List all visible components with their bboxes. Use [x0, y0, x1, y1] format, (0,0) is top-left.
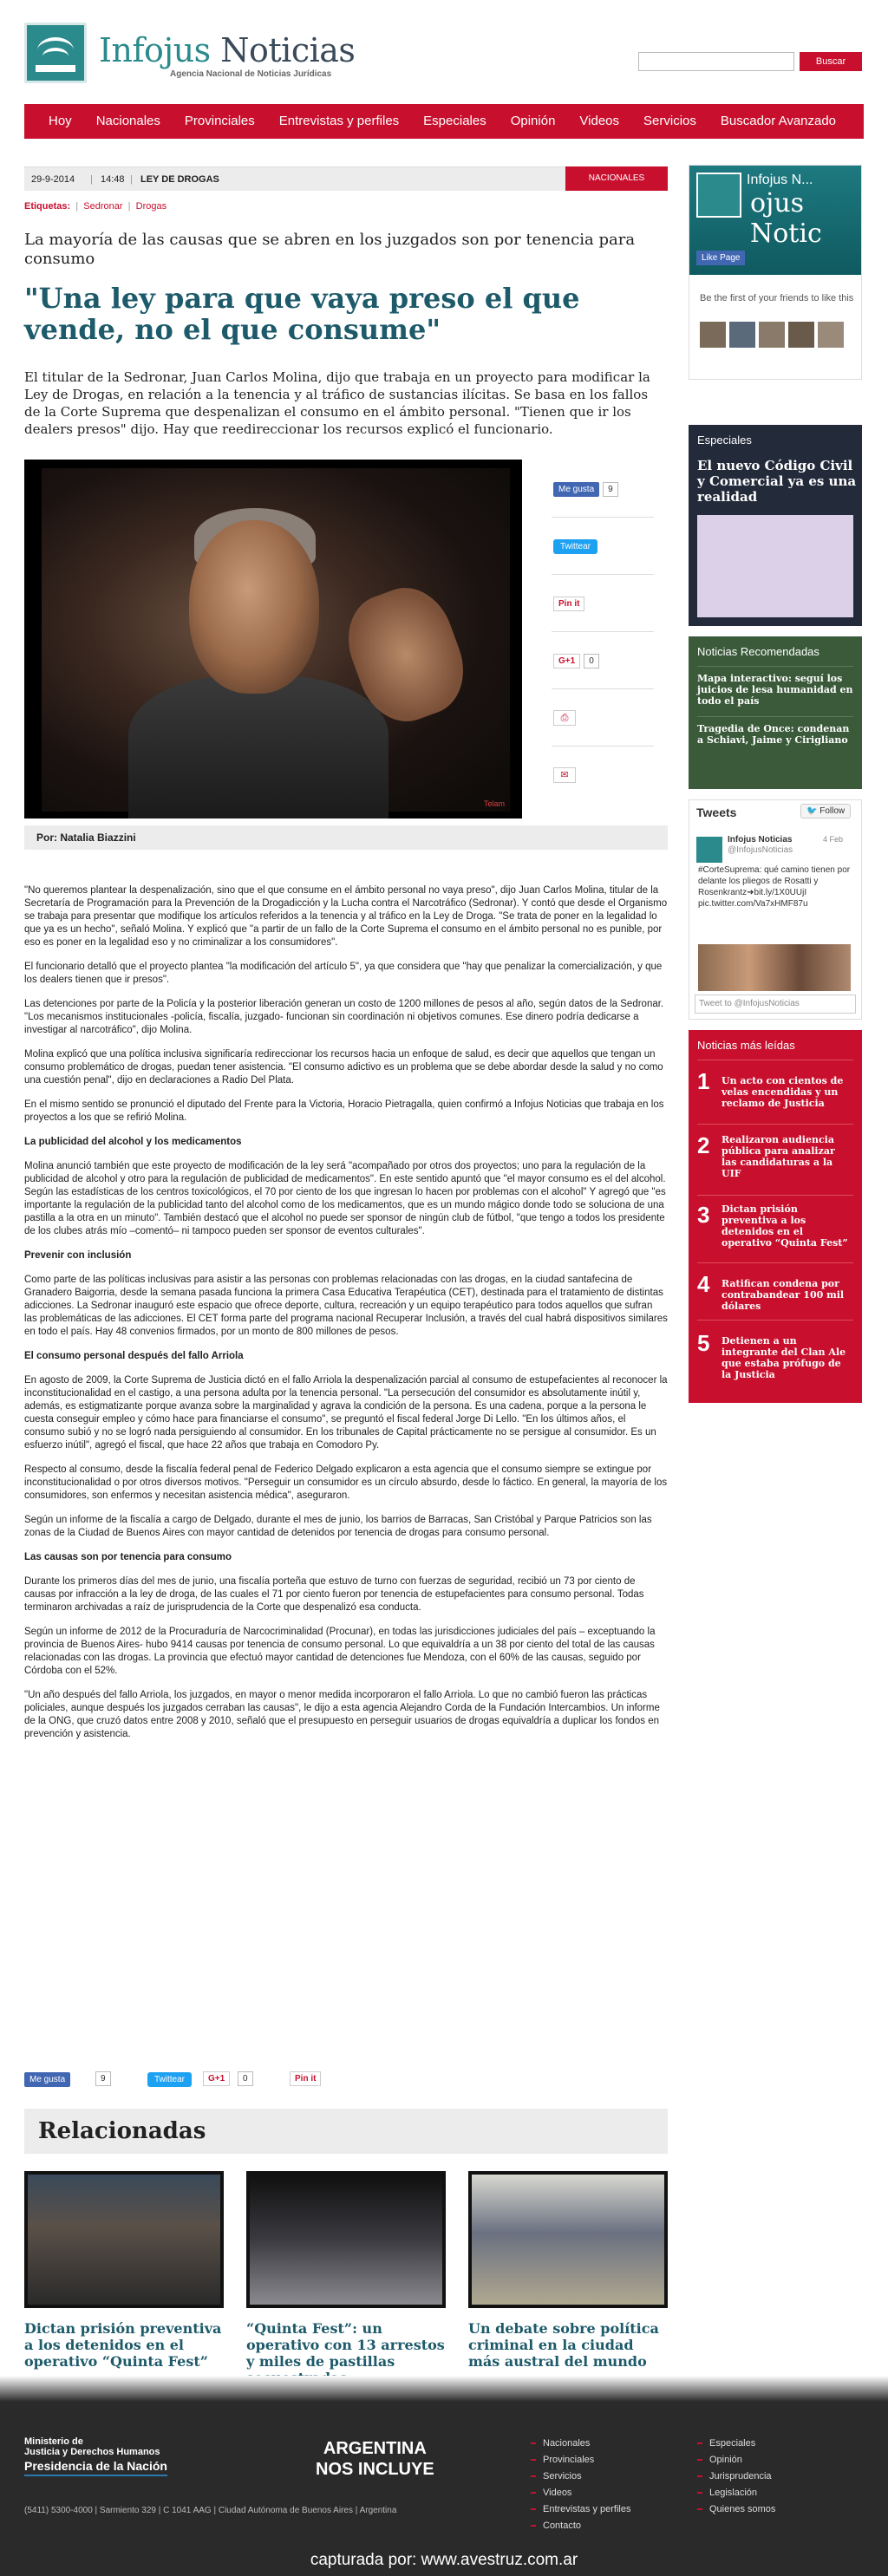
tag-link[interactable]: Drogas: [135, 201, 167, 212]
body-paragraph: El funcionario detalló que el proyecto plantea "la modificación del artículo 5", ya que considera que "hay que penalizar la comercialización, y que los dealers tienen que ir presos".: [24, 962, 663, 985]
separator: |: [90, 174, 93, 185]
body-paragraph: "Un año después del fallo Arriola, los juzgados, en mayor o menor medida incorporaron el fallo Arriola. Lo que no cambió fueron las prácticas policiales, aunque después los juzgados cerraban las causas", le dijo a esta agencia Alejandro Corda de la Fundación Intercambios. Un informe de la ONG, que cruzó datos entre 2008 y 2010, señaló que el presupuesto en perseguir usuarios de drogas equivaldría a duplicar los fondos en prevención y asistencia.: [24, 1690, 660, 1739]
article-section-tag: LEY DE DROGAS: [140, 174, 219, 185]
tweet-author-handle[interactable]: @InfojusNoticias: [728, 845, 793, 855]
mas-leida-item[interactable]: Realizaron audiencia pública para analizar las candidaturas a la UIF: [722, 1134, 835, 1179]
mas-leidas-title: Noticias más leídas: [697, 1039, 795, 1052]
fb-count: 9: [603, 482, 618, 497]
tweet-avatar[interactable]: [696, 837, 722, 863]
recomendada-item[interactable]: Tragedia de Once: condenan a Schiavi, Jaime y Cirigliano: [697, 723, 850, 746]
rank-number: 5: [697, 1330, 710, 1356]
footer-link[interactable]: Contacto: [543, 2521, 582, 2531]
tweet-to-input[interactable]: Tweet to @InfojusNoticias: [695, 995, 856, 1014]
footer-link[interactable]: Provinciales: [543, 2455, 595, 2465]
email-share: [553, 766, 654, 783]
nav-item-videos[interactable]: Videos: [579, 114, 620, 128]
site-name-a: Infojus: [99, 31, 221, 69]
separator: |: [125, 201, 136, 212]
article-kicker: La mayoría de las causas que se abren en los juzgados son por tenencia para consumo: [24, 231, 636, 268]
rank-number: 3: [697, 1202, 710, 1228]
article-headline: "Una ley para que vaya preso el que vende, no el que consume": [24, 282, 580, 346]
especiales-title: Especiales: [697, 434, 752, 447]
mas-leida-item[interactable]: Ratifican condena por contrabandear 100 mil dólares: [722, 1278, 845, 1312]
mas-leida-item[interactable]: Detienen a un integrante del Clan Ale que estaba prófugo de la Justicia: [722, 1335, 846, 1380]
site-name[interactable]: [99, 31, 355, 69]
related-item[interactable]: [24, 2171, 224, 2370]
fb-friend-avatar[interactable]: [729, 322, 755, 348]
argentina-line: ARGENTINA: [323, 2439, 427, 2458]
separator: |: [73, 201, 84, 212]
body-paragraph: En el mismo sentido se pronunció el diputado del Frente para la Victoria, Horacio Pietragalla, quien confirmó a Infojus Noticias que trabaja en los proyectos a los que se refirió Molina.: [24, 1099, 664, 1123]
article-lead: El titular de la Sedronar, Juan Carlos Molina, dijo que trabaja en un proyecto para modificar la Ley de Drogas, en relación a la tenencia y al tráfico de sustancias ilícitas. Se basa en los fallos de la Corte Suprema que despenalizan el consumo en el ámbito personal. "Tienen que ir los dealers presos" dijo. Hay que reedireccionar los recursos explicó el funcionario.: [24, 369, 650, 437]
article-date: 29-9-2014: [31, 174, 75, 185]
category-badge[interactable]: NACIONALES: [565, 166, 668, 191]
site-logo-icon[interactable]: [24, 23, 87, 83]
fb-page-avatar[interactable]: [696, 173, 741, 218]
tag-link[interactable]: Sedronar: [83, 201, 123, 212]
body-paragraph: Según un informe de 2012 de la Procuraduría de Narcocriminalidad (Procunar), en todas las jurisdicciones judiciales del país – exceptuando la provincia de Buenos Aires- hubo 9414 causas por tenencia de consumo personal. Lo que equivaldría a un 38 por ciento del total de las causas relacionadas con las drogas. La provincia que efectuó mayor cantidad de detenciones fue Mendoza, con el 60% de las causas, seguido por Córdoba con el 52%.: [24, 1627, 656, 1676]
fb-cover[interactable]: [689, 166, 861, 275]
footer-ministerio[interactable]: [24, 2436, 160, 2457]
capture-credit: capturada por: www.avestruz.com.ar: [310, 2551, 578, 2569]
email-icon[interactable]: ✉: [553, 767, 576, 783]
rank-number: 2: [697, 1132, 710, 1158]
gplus-button[interactable]: G+1: [553, 654, 580, 668]
ministerio-line: Ministerio de: [24, 2436, 83, 2447]
footer-link[interactable]: Videos: [543, 2488, 572, 2498]
photo-credit: Telam: [484, 799, 506, 808]
related-caption[interactable]: Un debate sobre política criminal en la ciudad más austral del mundo: [468, 2320, 659, 2370]
related-title: Relacionadas: [24, 2109, 668, 2154]
body-paragraph: Como parte de las políticas inclusivas para asistir a las personas con problemas relacionadas con las drogas, en la ciudad santafecina de Granadero Baigorria, desde la semana pasada funciona la primera Casa Educativa Terapéutica (CET), destinada para el tratamiento de distintas adicciones. La Sedronar inauguró este espacio que ofrece deporte, cultura, recreación y un equipo terapéutico para todos aquellos que sufran las problemáticas de las adicciones. El CET forma parte del programa nacional Recuperar Inclusión, a través del cual habrá dispositivos similares en todo el país. Hay 48 convenios firmados, por un monto de 800 millones de pesos.: [24, 1275, 668, 1337]
bottom-share-bar: [24, 2069, 668, 2095]
ministerio-line: Justicia y Derechos Humanos: [24, 2447, 160, 2457]
fb-friend-avatar[interactable]: [759, 322, 785, 348]
footer-link[interactable]: Legislación: [709, 2488, 758, 2498]
pin-it-button[interactable]: Pin it: [553, 597, 584, 611]
follow-label: Follow: [819, 806, 846, 816]
body-paragraph: Molina anunció también que este proyecto de modificación de la ley será "acompañado por otros dos proyectos; uno para la regulación de la publicidad de alcohol y otro para la regulación de publicidad de medicamentos". En este sentido apuntó que "el mayor consumo es el del alcohol. Según las estadísticas de los centros toxicológicos, el 70 por ciento de los que ingresan lo hacen por problemas con el alcohol" Y agregó que "es importante la regulación de la publicidad tanto del alcohol como de los medicamentos, que es un mundo mágico donde todo se soluciona de una pastilla a la otra en un minuto". También destacó que el alcohol no puede ser sponsor de ningún club de fútbol, "que tengo a todos los presidente de los clubes atrás mío –comentó– ni tampoco pueden ser sponsor de eventos culturales".: [24, 1161, 666, 1236]
site-header: [0, 0, 888, 102]
nav-item-hoy[interactable]: Hoy: [49, 114, 72, 128]
especiales-headline[interactable]: El nuevo Código Civil y Comercial ya es una realidad: [697, 458, 857, 505]
body-paragraph: En agosto de 2009, la Corte Suprema de Justicia dictó en el fallo Arriola la despenalización parcial al consumo de estupefacientes al reconocer la inconstitucionalidad en el castigo, a una persona adulta por la tenencia personal. "La persecución del consumidor es absolutamente inútil y, además, es estigmatizante porque avanza sobre la marginalidad y agrava la condición de la persona. Es una cadena, porque a la persona le cuesta conseguir empleo y cómo hace para financiarse el consumo", se preguntó el fiscal federal Jorge Di Lello. "En los últimos años, el consumo subió y no se logró nada persiguiendo al consumidor. En los tribunales de Capital prácticamente no se persigue al consumidor. Es un esfuerzo inútil", agregó el fiscal, que hace 22 años que trabaja en Comodoro Py.: [24, 1375, 668, 1451]
tweet-author-name[interactable]: Infojus Noticias: [728, 835, 793, 845]
fb-share: [553, 480, 654, 497]
pin-it-button-bottom[interactable]: Pin it: [290, 2071, 321, 2086]
article-photo[interactable]: [24, 460, 522, 818]
related-caption[interactable]: “Quinta Fest”: un operativo con 13 arrestos y miles de pastillas: [246, 2320, 445, 2370]
related-caption[interactable]: Dictan prisión preventiva a los detenidos en el operativo “Quinta Fest”: [24, 2320, 222, 2370]
mas-leidas-widget: [689, 1030, 862, 1403]
print-icon[interactable]: ⎙: [553, 710, 576, 726]
gplus-share: [553, 652, 654, 668]
mas-leida-item[interactable]: Un acto con cientos de velas encendidas y un reclamo de Justicia: [722, 1075, 844, 1109]
related-thumb[interactable]: [24, 2171, 224, 2308]
nav-item-especiales[interactable]: Especiales: [423, 114, 486, 128]
fb-like-page-button[interactable]: Like Page: [696, 251, 745, 265]
fb-cover-text: ojus Notic: [750, 188, 822, 249]
site-tagline: Agencia Nacional de Noticias Jurídicas: [170, 69, 332, 79]
related-item[interactable]: [468, 2171, 668, 2370]
body-subheading: Prevenir con inclusión: [24, 1250, 132, 1261]
share-column: [539, 460, 668, 818]
related-item[interactable]: [246, 2171, 446, 2386]
gplus-count: 0: [584, 654, 599, 668]
fb-count-bottom: 9: [95, 2071, 111, 2086]
footer-link[interactable]: Entrevistas y perfiles: [543, 2504, 631, 2514]
recomendadas-widget: [689, 636, 862, 789]
argentina-line: NOS INCLUYE: [316, 2460, 434, 2479]
nav-item-buscador[interactable]: Buscador Avanzado: [720, 114, 837, 128]
nav-item-provinciales[interactable]: Provinciales: [184, 114, 255, 128]
tweet-button-bottom[interactable]: Twittear: [147, 2072, 192, 2087]
main-nav: [24, 104, 864, 139]
especiales-widget: [689, 425, 862, 626]
article-author: [24, 825, 668, 850]
print-share: [553, 709, 654, 726]
tags-row: [24, 201, 166, 212]
article-body: [24, 884, 668, 1752]
tags-label: Etiquetas:: [24, 201, 71, 212]
twitter-widget: [689, 799, 862, 1020]
footer-presidencia[interactable]: Presidencia de la Nación: [24, 2459, 167, 2476]
fb-friend-avatar[interactable]: [700, 322, 726, 348]
body-paragraph: Según un informe de la fiscalía a cargo de Delgado, durante el mes de junio, los barrios de Barracas, San Cristóbal y Parque Patricios son las zonas de la Ciudad de Buenos Aires con mayor cantidad de detenidos por tenencia de drogas para consumo personal.: [24, 1515, 652, 1538]
fb-friend-avatar[interactable]: [788, 322, 814, 348]
gplus-button-bottom[interactable]: G+1: [203, 2071, 230, 2086]
footer-link[interactable]: Especiales: [709, 2438, 756, 2449]
body-subheading: Las causas son por tenencia para consumo: [24, 1552, 232, 1562]
search-input[interactable]: [638, 52, 794, 71]
recomendada-item[interactable]: Mapa interactivo: seguí los juicios de lesa humanidad en todo el país: [697, 673, 853, 707]
related-thumb[interactable]: [246, 2171, 446, 2308]
footer-address: (5411) 5300-4000 | Sarmiento 329 | C 1041 AAG | Ciudad Autónoma de Buenos Aires | Argentina: [24, 2506, 397, 2515]
body-paragraph: "No queremos plantear la despenalización, sino que el que consume en el ámbito personal no vaya preso", dijo Juan Carlos Molina, titular de la Secretaría de Programación para la Prevención de la Drogadicción y la Lucha contra el Narcotráfico (Sedronar). Y contó que desde el Organismo se trabaja para presentar que modifique los artículos referidos a la tenencia y al tráfico en la Ley de Droga. "Se trata de poner en la legalidad lo que ya es un hecho", señaló Molina. Y explicó que "a partir de un fallo de la Corte Suprema el consumo en el ámbito personal no es punible, por eso es poner en la legalidad eso y no criminalizar a los consumidores".: [24, 885, 668, 948]
tweets-title: Tweets: [696, 805, 737, 819]
fb-friends-text: Be the first of your friends to like this: [700, 293, 854, 303]
recomendadas-title: Noticias Recomendadas: [697, 645, 819, 658]
nav-item-opinion[interactable]: Opinión: [510, 114, 556, 128]
body-paragraph: Respecto al consumo, desde la fiscalía federal penal de Federico Delgado explicaron a esta agencia que el consumo siempre se extingue por inconstitucionalidad o por otros diversos motivos. "Perseguir un consumidor es un círculo absurdo, desde lo fáctico. En general, la mayoría de los consumidores, son enfermos y necesitan asistencia médica", aseguraron.: [24, 1464, 668, 1501]
tweet-text: #CorteSuprema: qué camino tienen por delante los pliegos de Rosatti y Rosenkrantz➜bit.ly/1X0UUjI pic.twitter.com/Va7xHMF87u: [698, 865, 851, 909]
nav-item-servicios[interactable]: Servicios: [643, 114, 696, 128]
site-name-b: Noticias: [220, 31, 356, 69]
footer-link[interactable]: Servicios: [543, 2471, 582, 2481]
rank-number: 1: [697, 1068, 710, 1094]
body-paragraph: Las detenciones por parte de la Policía y la posterior liberación generan un costo de 1200 millones de pesos al año, según datos de la Sedronar. "Los mecanismos institucionales -policía, fiscalía, juzgado- funcionan sin coordinación ni objetivos comunes. Ese dinero podría dedicarse a investigar al narcotráfico", dijo Molina.: [24, 999, 664, 1035]
especiales-image[interactable]: [697, 515, 853, 617]
body-subheading: El consumo personal después del fallo Arriola: [24, 1351, 244, 1361]
separator: |: [130, 174, 133, 185]
twitter-follow-button[interactable]: 🐦 Follow: [800, 804, 851, 818]
tweet-date[interactable]: 4 Feb: [823, 835, 844, 844]
related-thumb[interactable]: [468, 2171, 668, 2308]
body-paragraph: Molina explicó que una política inclusiva significaría redireccionar los recursos hacia un enfoque de salud, es decir que aquellos que tengan un consumo problemático de drogas, puedan tener asistencia. "El consumo adictivo es un problema que se debe abordar desde la salud y no como una cuestión penal", dijo en declaraciones a Radio Del Plata.: [24, 1049, 663, 1086]
mas-leida-item[interactable]: Dictan prisión preventiva a los detenidos en el operativo “Quinta Fest”: [722, 1203, 848, 1249]
fb-page-name[interactable]: Infojus N...: [747, 173, 813, 187]
footer-link[interactable]: Quienes somos: [709, 2504, 776, 2514]
tw-share: [553, 538, 654, 554]
footer-link[interactable]: Opinión: [709, 2455, 742, 2465]
nav-item-entrevistas[interactable]: Entrevistas y perfiles: [278, 114, 400, 128]
footer-link[interactable]: Nacionales: [543, 2438, 591, 2449]
footer-link[interactable]: Jurisprudencia: [709, 2471, 772, 2481]
pin-share: [553, 595, 654, 611]
article-time: 14:48: [101, 174, 125, 185]
nav-item-nacionales[interactable]: Nacionales: [95, 114, 160, 128]
footer-argentina-logo[interactable]: [316, 2438, 434, 2480]
fb-like-button-bottom[interactable]: Me gusta: [24, 2072, 70, 2087]
search-button[interactable]: Buscar: [800, 52, 862, 71]
author-name: Por: Natalia Biazzini: [36, 831, 136, 844]
fb-friend-avatar[interactable]: [818, 322, 844, 348]
gplus-count-bottom: 0: [238, 2071, 253, 2086]
tweet-image[interactable]: [698, 944, 851, 991]
facebook-widget: [689, 165, 862, 380]
fb-like-button[interactable]: Me gusta: [553, 482, 599, 497]
tweet-button[interactable]: Twittear: [553, 539, 597, 554]
rank-number: 4: [697, 1271, 710, 1297]
body-subheading: La publicidad del alcohol y los medicamentos: [24, 1137, 242, 1147]
body-paragraph: Durante los primeros días del mes de junio, una fiscalía porteña que estuvo de turno con fuerzas de seguridad, recibió un 73 por ciento de causas por infracción a la ley de droga, de las cuales el 71 por ciento fueron por tenencia de estupefacientes para consumo personal. Todas terminaron archivadas a raíz de jurisprudencia de la Corte que despenalizó esa conducta.: [24, 1576, 644, 1613]
